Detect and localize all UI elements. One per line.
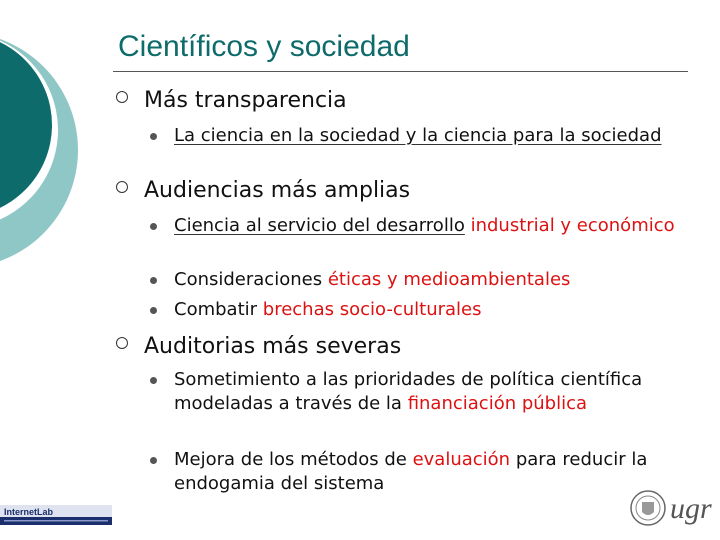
- hollow-bullet-icon: [116, 181, 128, 193]
- item-highlight: financiación pública: [407, 393, 588, 414]
- section-heading-audits: [144, 334, 401, 359]
- item-text: Ciencia al servicio del desarrollo: [174, 215, 465, 236]
- decorative-circles: [0, 0, 130, 300]
- list-item: [174, 368, 684, 416]
- heading-text: Más transparencia: [144, 88, 347, 113]
- item-text: La ciencia en la sociedad y la ciencia para la sociedad: [174, 125, 662, 146]
- slide-title: Científicos y sociedad: [118, 30, 410, 63]
- hollow-bullet-icon: [116, 337, 128, 349]
- bullet-icon: [150, 133, 157, 140]
- section-heading-transparency: [144, 88, 347, 113]
- bullet-icon: [150, 377, 157, 384]
- section-heading-audiences: [144, 178, 410, 203]
- heading-text: Auditorias más severas: [144, 334, 402, 359]
- heading-text: Audiencias más amplias: [144, 178, 411, 203]
- bullet-icon: [150, 277, 157, 284]
- svg-text:InternetLab: InternetLab: [4, 507, 54, 517]
- item-text: para reducir la endogamia del sistema: [174, 449, 648, 494]
- item-text: Sometimiento a las prioridades de política científica modeladas a través de la: [174, 369, 643, 414]
- internetlab-logo: [0, 505, 112, 525]
- item-text: Mejora de los métodos de: [174, 449, 407, 470]
- bullet-icon: [150, 223, 157, 230]
- item-highlight: éticas y medioambientales: [327, 269, 571, 290]
- list-item: [174, 448, 684, 496]
- list-item: [174, 124, 684, 148]
- item-text: Consideraciones: [174, 269, 323, 290]
- item-text: Combatir: [174, 299, 258, 320]
- ugr-logo: [628, 488, 714, 528]
- svg-text:ugr: ugr: [670, 492, 712, 525]
- item-highlight: brechas socio-culturales: [262, 299, 482, 320]
- title-divider: [113, 71, 688, 72]
- list-item: [174, 214, 684, 238]
- item-highlight: industrial y económico: [470, 215, 675, 236]
- item-highlight: evaluación: [412, 449, 511, 470]
- hollow-bullet-icon: [116, 91, 128, 103]
- list-item: [174, 268, 684, 292]
- list-item: [174, 298, 684, 322]
- bullet-icon: [150, 457, 157, 464]
- bullet-icon: [150, 307, 157, 314]
